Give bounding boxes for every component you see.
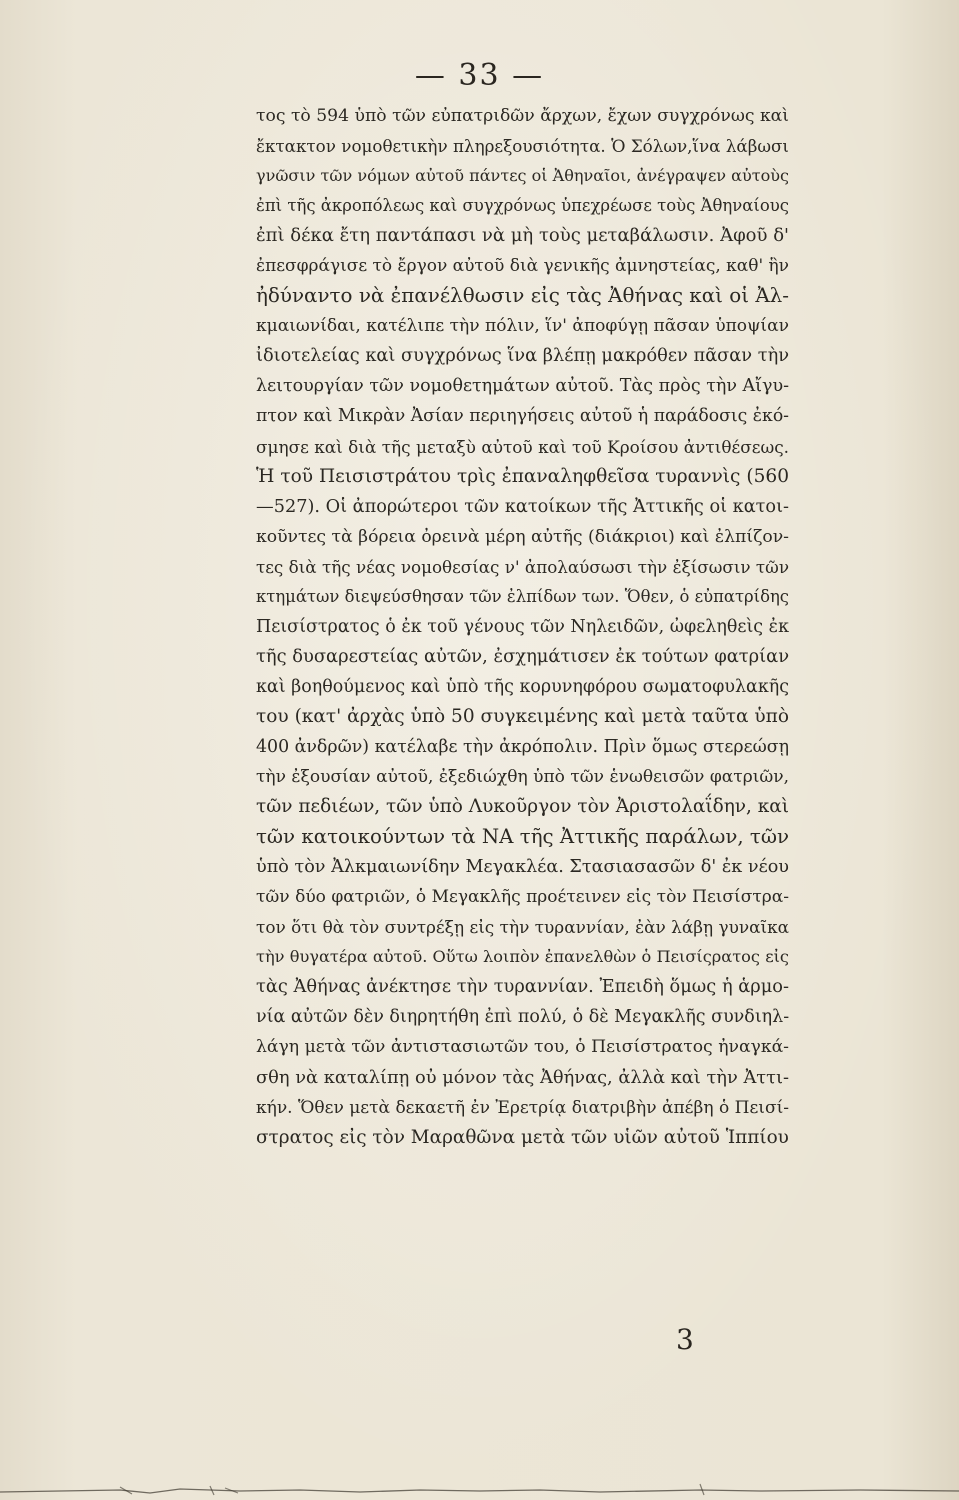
ink-rule-shape xyxy=(0,1478,959,1500)
text-line: —527). Οἱ ἀπορώτεροι τῶν κατοίκων τῆς Ἀττικῆς οἱ κατοι- xyxy=(256,496,789,517)
text-line: κήν. Ὅθεν μετὰ δεκαετῆ ἐν Ἐρετρίᾳ διατριβὴν ἀπέβη ὁ Πεισί- xyxy=(256,1097,789,1118)
text-line: κμαιωνίδαι, κατέλιπε τὴν πόλιν, ἵν' ἀποφύγῃ πᾶσαν ὑποψίαν xyxy=(256,316,789,337)
text-line: σμησε καὶ διὰ τῆς μεταξὺ αὐτοῦ καὶ τοῦ Κροίσου ἀντιθέσεως. xyxy=(256,436,789,457)
text-line: πτον καὶ Μικρὰν Ἀσίαν περιηγήσεις αὐτοῦ ἡ παράδοσις ἐκό- xyxy=(256,406,789,427)
text-line: τῆς δυσαρεστείας αὐτῶν, ἐσχημάτισεν ἐκ τούτων φατρίαν xyxy=(256,645,790,667)
text-line: ὑπὸ τὸν Ἀλκμαιωνίδην Μεγακλέα. Στασιασασῶν δ' ἐκ νέου xyxy=(256,857,789,878)
text-line: ἔκτακτον νομοθετικὴν πληρεξουσιότητα. Ὁ Σόλων,ἵνα λάβωσι xyxy=(256,136,789,157)
text-line: ἐπὶ τῆς ἀκροπόλεως καὶ συγχρόνως ὑπεχρέωσε τοὺς Ἀθηναίους xyxy=(256,196,789,216)
body-text xyxy=(256,101,789,1153)
text-line: ἠδύναντο νὰ ἐπανέλθωσιν εἰς τὰς Ἀθήνας καὶ οἱ Ἀλ- xyxy=(256,284,789,308)
text-line: καὶ βοηθούμενος καὶ ὑπὸ τῆς κορυνηφόρου σωματοφυλακῆς xyxy=(256,676,789,697)
text-line: νία αὐτῶν δὲν διηρητήθη ἐπὶ πολύ, ὁ δὲ Μεγακλῆς συνδιηλ- xyxy=(256,1007,790,1028)
page-number-header: — 33 — xyxy=(414,58,545,93)
text-line: τῶν κατοικούντων τὰ ΝΑ τῆς Ἀττικῆς παράλων, τῶν xyxy=(256,825,789,849)
text-line: στρατος εἰς τὸν Μαραθῶνα μετὰ τῶν υἱῶν αὐτοῦ Ἱππίου xyxy=(256,1126,789,1148)
text-line: του (κατ' ἀρχὰς ὑπὸ 50 συγκειμένης καὶ μετὰ ταῦτα ὑπὸ xyxy=(256,705,789,727)
text-line: ἰδιοτελείας καὶ συγχρόνως ἵνα βλέπῃ μακρόθεν πᾶσαν τὴν xyxy=(256,346,789,367)
text-line: τῶν πεδιέων, τῶν ὑπὸ Λυκοῦργον τὸν Ἀριστολαΐδην, καὶ xyxy=(256,796,789,818)
text-line: λάγη μετὰ τῶν ἀντιστασιωτῶν του, ὁ Πεισίστρατος ἠναγκά- xyxy=(256,1037,789,1058)
text-line: τον ὅτι θὰ τὸν συντρέξῃ εἰς τὴν τυραννίαν, ἐὰν λάβῃ γυναῖκα xyxy=(256,917,789,938)
text-line: τες διὰ τῆς νέας νομοθεσίας ν' ἀπολαύσωσι τὴν ἐξίσωσιν τῶν xyxy=(256,556,789,577)
text-line: γνῶσιν τῶν νόμων αὐτοῦ πάντες οἱ Ἀθηναῖοι, ἀνέγραψεν αὐτοὺς xyxy=(256,166,789,186)
text-line: 400 ἀνδρῶν) κατέλαβε τὴν ἀκρόπολιν. Πρὶν ὅμως στερεώσῃ xyxy=(256,736,789,757)
text-line: κτημάτων διεψεύσθησαν τῶν ἐλπίδων των. Ὅθεν, ὁ εὐπατρίδης xyxy=(256,586,789,606)
text-line: Πεισίστρατος ὁ ἐκ τοῦ γένους τῶν Νηλειδῶν, ὠφεληθεὶς ἐκ xyxy=(256,616,789,637)
signature-mark: 3 xyxy=(676,1323,694,1356)
text-line: τῶν δύο φατριῶν, ὁ Μεγακλῆς προέτεινεν εἰς τὸν Πεισίστρα- xyxy=(256,887,789,908)
text-line: κοῦντες τὰ βόρεια ὀρεινὰ μέρη αὐτῆς (διάκριοι) καὶ ἐλπίζον- xyxy=(256,526,789,547)
text-line: τὴν θυγατέρα αὐτοῦ. Οὕτω λοιπὸν ἐπανελθὼν ὁ Πεισίςρατος εἰς xyxy=(256,947,789,967)
text-line: σθη νὰ καταλίπῃ οὐ μόνον τὰς Ἀθήνας, ἀλλὰ καὶ τὴν Ἀττι- xyxy=(256,1066,789,1088)
text-line: τὴν ἐξουσίαν αὐτοῦ, ἐξεδιώχθη ὑπὸ τῶν ἑνωθεισῶν φατριῶν, xyxy=(256,767,789,788)
text-line: Ἡ τοῦ Πεισιστράτου τρὶς ἐπαναληφθεῖσα τυραννὶς (560 xyxy=(256,465,789,487)
text-line: λειτουργίαν τῶν νομοθετημάτων αὐτοῦ. Τὰς πρὸς τὴν Αἴγυ- xyxy=(256,376,789,397)
text-line: ἐπεσφράγισε τὸ ἔργον αὐτοῦ διὰ γενικῆς ἀμνηστείας, καθ' ἣν xyxy=(256,256,789,277)
text-line: τος τὸ 594 ὑπὸ τῶν εὐπατριδῶν ἄρχων, ἔχων συγχρόνως καὶ xyxy=(256,106,789,126)
bottom-ink-rule xyxy=(0,1478,959,1500)
text-line: ἐπὶ δέκα ἔτη παντάπασι νὰ μὴ τοὺς μεταβάλωσιν. Ἀφοῦ δ' xyxy=(256,225,789,247)
text-line: τὰς Ἀθήνας ἀνέκτησε τὴν τυραννίαν. Ἐπειδὴ ὅμως ἡ ἁρμο- xyxy=(256,976,789,998)
